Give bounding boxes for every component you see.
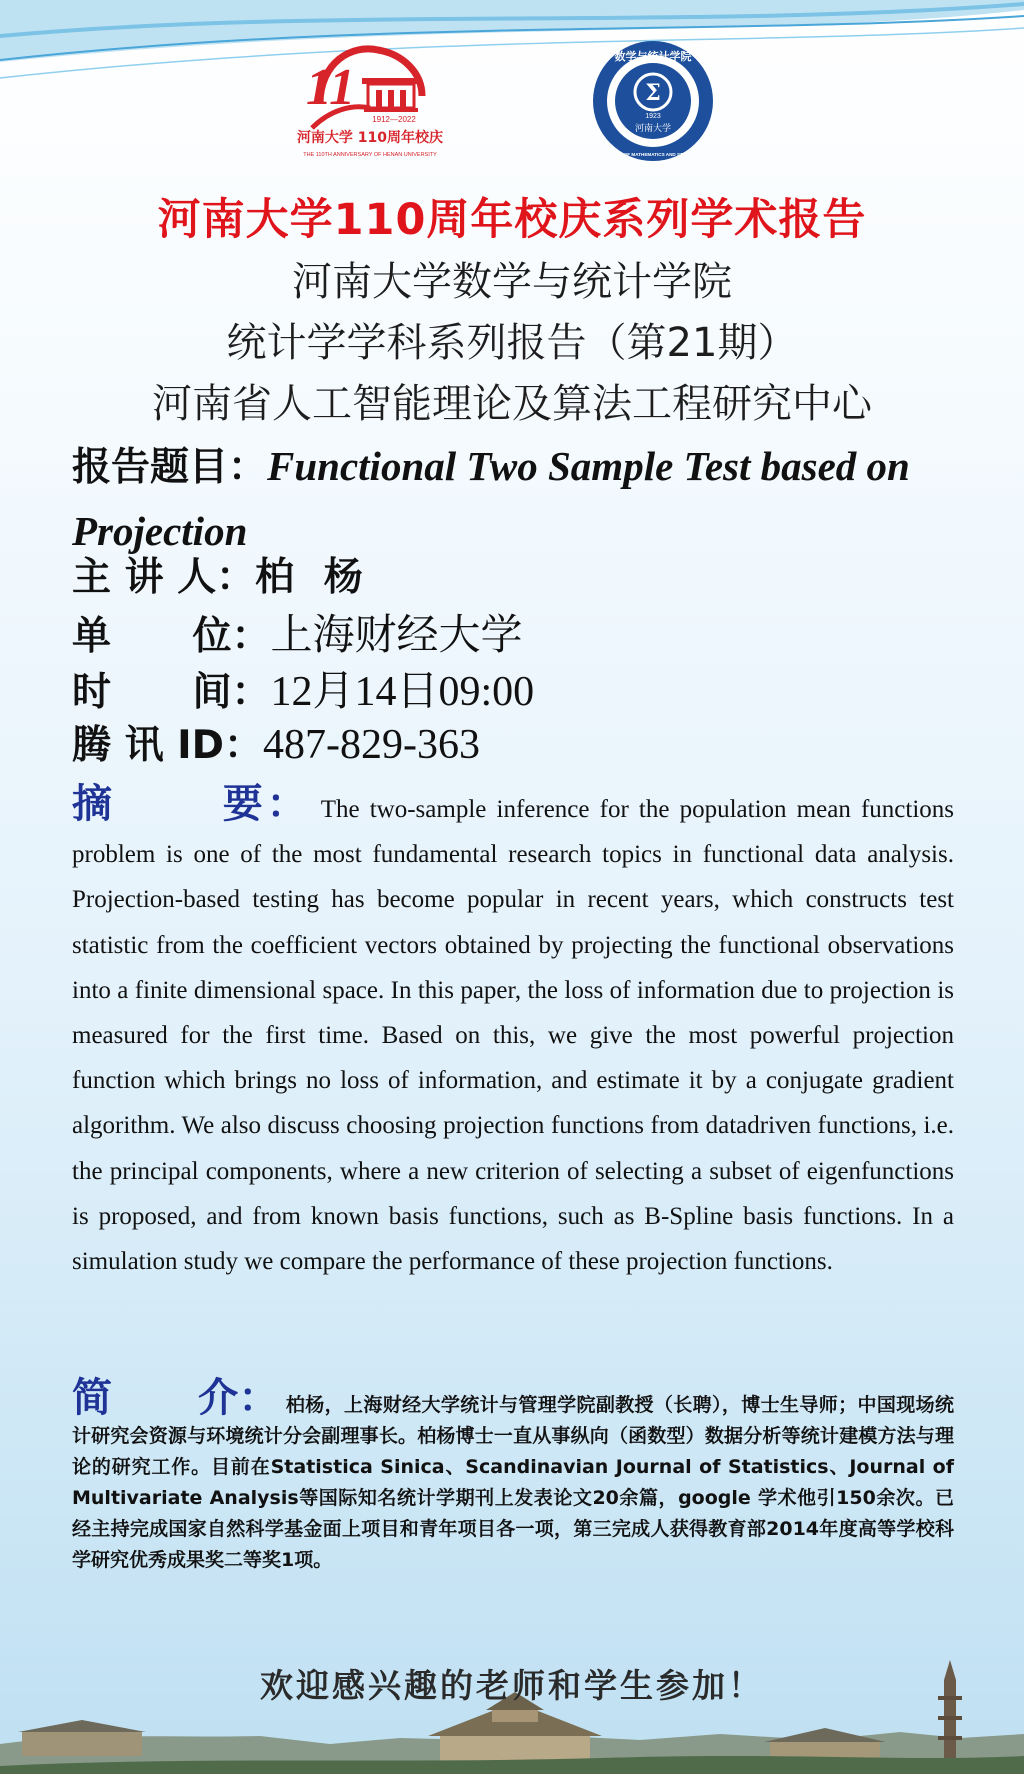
svg-text:Σ: Σ [645, 80, 661, 106]
school-name: 河南大学数学与统计学院 [292, 259, 732, 305]
time-label: 时 间： [72, 670, 271, 715]
speaker-row [72, 546, 972, 602]
time-row [72, 658, 972, 718]
tencent-id-label: 腾 讯 ID： [72, 723, 264, 768]
svg-text:11: 11 [306, 59, 356, 116]
anniversary-110-logo [290, 34, 450, 164]
svg-text:1923: 1923 [645, 113, 661, 120]
speaker-label: 主 讲 人： [72, 555, 256, 600]
svg-text:数学与统计学院: 数学与统计学院 [614, 50, 692, 63]
svg-text:河南大学: 河南大学 [634, 124, 672, 134]
unit-label: 单 位： [72, 614, 271, 659]
tencent-id-value: 487-829-363 [263, 722, 481, 768]
abstract-label: 摘 要： [72, 781, 311, 827]
svg-text:SCHOOL OF MATHEMATICS AND STAT: SCHOOL OF MATHEMATICS AND STATISTICS [602, 152, 704, 157]
series-name: 统计学学科系列报告（第21期） [226, 320, 798, 366]
logo-bar [0, 34, 1024, 164]
abstract-section [72, 782, 954, 1284]
topic-label: 报告题目： [72, 445, 268, 490]
main-title: 河南大学110周年校庆系列学术报告 [157, 195, 867, 245]
welcome-message: 欢迎感兴趣的老师和学生参加！ [260, 1666, 764, 1705]
speaker-intro-section [72, 1375, 954, 1576]
svg-text:1912—2022: 1912—2022 [372, 115, 416, 124]
intro-label: 简 介： [72, 1375, 279, 1421]
intro-text: 柏杨，上海财经大学统计与管理学院副教授（长聘），博士生导师；中国现场统计研究会资源与环境统计分会副理事长。柏杨博士一直从事纵向（函数型）数据分析等统计建模方法与理论的研究工作。目前在Statistica Sinica、Scandinavian Journal of Statistics、Journal of Multivariate Analysis等国际知名统计学期刊上发表论文20余篇，google 学术他引150余次。已经主持完成国家自然科学基金面上项目和青年项目各一项，第三完成人获得教育部2014年度高等学校科学研究优秀成果奖二等奖1项。 [72, 1394, 954, 1571]
abstract-text: The two-sample inference for the population mean functions problem is one of the most fundamental research topics in functional data analysis. Projection-based testing has become popular in recent years, which constructs test statistic from the coefficient vectors obtained by projecting the functional observations into a finite dimensional space. In this paper, the loss of information due to projection is measured for the first time. Based on this, we give the most powerful projection function which brings no loss of information, and estimate it by a conjugate gradient algorithm. We also discuss choosing projection functions from datadriven functions, i.e. the principal components, where a new criterion of selecting a subset of eigenfunctions is proposed, and from known basis functions, such as B-Spline basis functions. In a simulation study we compare the performance of these projection functions. [72, 796, 954, 1276]
unit-value: 上海财经大学 [270, 613, 523, 659]
unit-row [72, 602, 972, 662]
topic-title: Functional Two Sample Test based on Projection [72, 443, 910, 554]
research-center-name: 河南省人工智能理论及算法工程研究中心 [152, 381, 872, 427]
tencent-id-row [72, 714, 972, 770]
svg-text:THE 110TH ANNIVERSARY OF HENAN: THE 110TH ANNIVERSARY OF HENAN UNIVERSITY [303, 152, 437, 158]
school-of-mathematics-logo [590, 38, 716, 164]
speaker-name: 柏 杨 [255, 555, 371, 600]
time-value: 12月14日09:00 [270, 669, 535, 715]
svg-text:河南大学 110周年校庆: 河南大学 110周年校庆 [296, 130, 444, 146]
